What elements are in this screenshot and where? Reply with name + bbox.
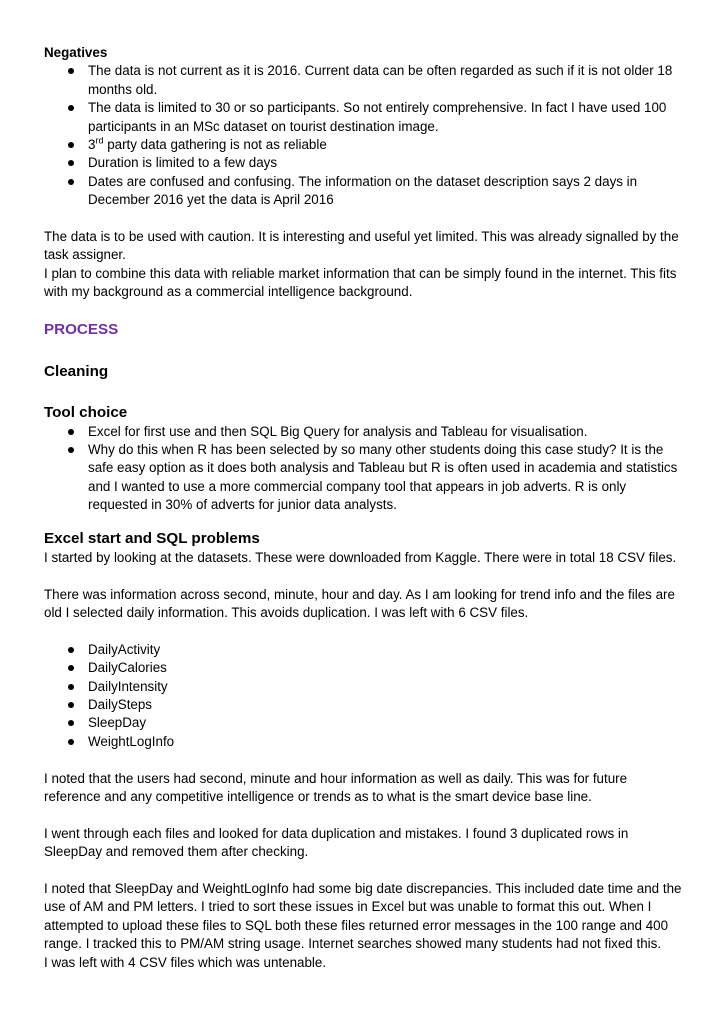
caution-paragraph: The data is to be used with caution. It is interesting and useful yet limited. This was already signalled by the task assigner. [44, 229, 679, 263]
list-item: DailySteps [88, 696, 684, 714]
plan-paragraph: I plan to combine this data with reliable market information that can be simply found in the internet. This fits with my background as a commercial intelligence background. [44, 265, 677, 300]
left-with-paragraph: I was left with 4 CSV files which was untenable. [44, 954, 327, 970]
list-item: DailyActivity [88, 641, 684, 659]
list-item-text: 3 [88, 137, 96, 153]
tool-choice-list [44, 423, 684, 515]
cleaning-heading: Cleaning [44, 362, 109, 380]
list-item: The data is not current as it is 2016. Current data can be often regarded as such if it is not older 18 months old. [88, 62, 684, 99]
excel-info-paragraph: There was information across second, minute, hour and day. As I am looking for trend info and the files are old I selected daily information. This avoids duplication. I was left with 6 CSV files. [44, 586, 675, 620]
excel-intro-paragraph: I started by looking at the datasets. These were downloaded from Kaggle. There were in total 18 CSV files. [44, 549, 677, 565]
discrepancies-paragraph: I noted that SleepDay and WeightLogInfo had some big date discrepancies. This included date time and the use of AM and PM letters. I tried to sort these issues in Excel but was unable to format this out. When I attempted to upload these files to SQL both these files returned error messages in the 100 range and 400 range. I tracked this to PM/AM string usage. Internet searches showed many students had not fixed this. [44, 880, 682, 952]
superscript: rd [95, 135, 104, 146]
tool-choice-heading: Tool choice [44, 403, 128, 421]
noted-paragraph: I noted that the users had second, minute and hour information as well as daily. This was for future reference and any competitive intelligence or trends as to what is the smart device base line. [44, 770, 628, 804]
negatives-heading: Negatives [44, 45, 108, 60]
list-item: Duration is limited to a few days [88, 154, 684, 172]
list-item: DailyIntensity [88, 678, 684, 696]
list-item: The data is limited to 30 or so participants. So not entirely comprehensive. In fact I have used 100 participants in an MSc dataset on tourist destination image. [88, 99, 684, 136]
list-item [88, 136, 684, 154]
list-item-text: party data gathering is not as reliable [103, 137, 327, 153]
list-item: WeightLogInfo [88, 733, 684, 751]
went-through-paragraph: I went through each files and looked for data duplication and mistakes. I found 3 duplicated rows in SleepDay and removed them after checking. [44, 825, 629, 860]
list-item: SleepDay [88, 714, 684, 732]
process-heading: PROCESS [44, 320, 119, 338]
negatives-list [44, 62, 684, 209]
list-item: Excel for first use and then SQL Big Query for analysis and Tableau for visualisation. [88, 423, 684, 441]
list-item: Dates are confused and confusing. The information on the dataset description says 2 days in December 2016 yet the data is April 2016 [88, 173, 684, 210]
csv-file-list [44, 641, 684, 751]
list-item: DailyCalories [88, 659, 684, 677]
list-item: Why do this when R has been selected by so many other students doing this case study? It is the safe easy option as it does both analysis and Tableau but R is often used in academia and statistics and I wanted to use a more commercial company tool that appears in job adverts. R is only requested in 30% of adverts for junior data analysts. [88, 441, 684, 515]
excel-section-heading: Excel start and SQL problems [44, 529, 260, 547]
